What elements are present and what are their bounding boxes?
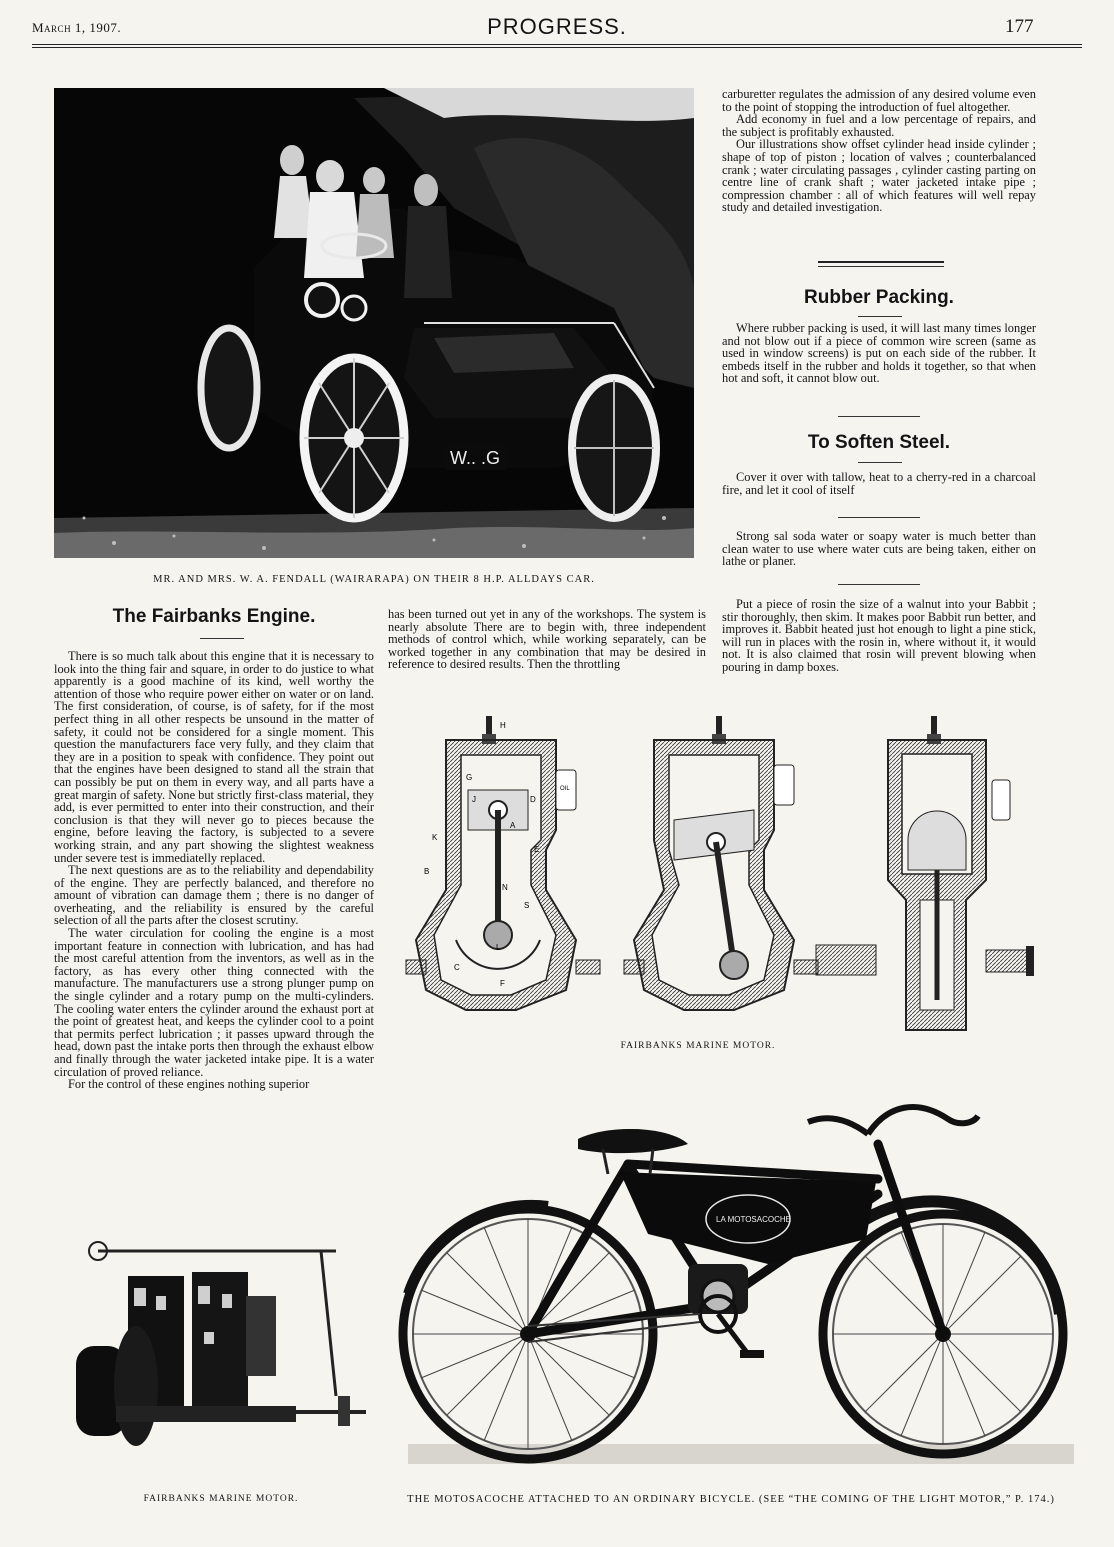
paragraph: Add economy in fuel and a low percentage of repairs, and the subject is profitably exhausted. [722,112,1036,139]
section-divider [838,584,920,585]
diagram-label: J [472,795,476,804]
tank-lettering: LA MOTOSACOCHE [716,1215,791,1224]
paragraph: There is so much talk about this engine that it is necessary to look into the thing fair and square, in order to do justice to what apparently is a good machine of its kind, well worthy the attention of those who require power either on water or on land. The first consideration, of course, is of safety, for if the most perfect thing in all other respects be unsound in the matter of safety, it could not be considered for a single moment. This question the manufacturers face very fully, and they claim that they are in a position to speak with confidence. They point out that the engines have been designed to stand all the strain that can possibly be put on them in every way, and all parts have a great margin of safety. None but strictly first-class material, they add, is ever permitted to enter into their construction, and their conclusion is that they will never go to pieces because the engine, before leaving the factory, is subjected to a severe working strain, and any part showing the slightest weakness under severe test is immediatelly replaced. [54,649,374,865]
diagram-label: A [510,821,516,830]
header-rule [32,44,1082,45]
diagram-label: N [502,883,508,892]
bicycle-graphic [388,1064,1074,1464]
heading-underline [858,316,902,317]
paragraph: Our illustrations show offset cylinder head inside cylinder ; shape of top of piston ; location of valves ; counterbalanced crank ; water circulating passages , cylinder casting parting on centre line of crank shaft ; water jacketed intake pipe ; compression chamber : all of which features will well repay study and detailed investigation. [722,137,1036,215]
section-divider [838,416,920,417]
engine-diagrams-caption: FAIRBANKS MARINE MOTOR. [620,1041,776,1051]
paragraph: The water circulation for cooling the engine is a most important feature in connection with lubrication, and has had the most careful attention from the inventors, as well as in the factory, as has every other thing connected with the manufacture. The manufacturers use a strong plunger pump on the single cylinder and a rotary pump on the multi-cylinders. The cooling water enters the cylinder around the exhaust port at the point of greatest heat, and keeps the cylinder cool to a point that permits perfect lubrication ; it passes upward through the head, down past the intake ports then through the exhaust elbow and finally through the water jacketed intake pipe. It is a water circulation of proved reliance. [54,926,374,1079]
paragraph: For the control of these engines nothing superior [68,1077,310,1092]
diagram-label: G [466,773,473,782]
page-number: 177 [1005,16,1034,37]
bicycle-caption: THE MOTOSACOCHE ATTACHED TO AN ORDINARY BICYCLE. (SEE “THE COMING OF THE LIGHT MOTOR,” P. 174.) [407,1494,1055,1505]
number-plate: W.. .G [450,448,501,468]
rubber-packing-heading: Rubber Packing. [804,287,954,308]
fairbanks-column-1 [54,650,374,1091]
diagram-label: D [530,795,536,804]
header-rule-secondary [32,47,1082,48]
diagram-label: B [424,867,430,876]
car-photo-graphic [54,88,694,558]
bicycle-figure [388,1064,1074,1464]
fairbanks-column-2: has been turned out yet in any of the workshops. The system is nearly absolute There are to begin with, three independent methods of control which, while working separately, can be worked together in any combination that may be desired in reference to desired results. Then the throttling [388,607,706,672]
header-date: March 1, 1907. [32,20,122,35]
section-divider [818,266,944,267]
engine-cross-sections [396,710,1042,1040]
paragraph: The next questions are as to the reliability and dependability of the engine. They are perfectly balanced, and therefore no amount of vibration can damage them ; there is no danger of overheating, and the reliability is ensured by the careful selection of all the parts after the closest scrutiny. [54,863,374,928]
diagram-label: K [432,833,438,842]
diagram-label: C [454,963,460,972]
rubber-packing-text: Where rubber packing is used, it will last many times longer and not blow out if a piece of common wire screen (same as used in window screens) is put on each side of the rubber. It embeds itself in the rubber and holds it together, so that when hot and soft, it cannot blow out. [722,321,1036,386]
diagram-label: OIL [560,786,570,792]
paragraph: carburetter regulates the admission of any desired volume even to the point of stopping the introduction of fuel altogether. [722,87,1036,114]
engine-diagram-1 [406,716,600,1010]
heading-underline [858,462,902,463]
rosin-text: Put a piece of rosin the size of a walnut into your Babbit ; stir thoroughly, then skim. It makes poor Babbit run better, and improves it. Babbit heated just hot enough to light a pine stick, will run in places with the rosin in, where without it, it would not. It is also claimed that rosin will prevent blowing when pouring in damp boxes. [722,597,1036,674]
marine-motor-figure [76,1236,366,1456]
engine-diagram-2 [624,716,818,1010]
page-title: PROGRESS. [487,14,627,39]
car-photo-caption: MR. AND MRS. W. A. FENDALL (WAIRARAPA) ON THEIR 8 H.P. ALLDAYS CAR. [153,574,595,585]
section-divider [818,261,944,263]
diagram-label: F [500,979,505,988]
marine-motor-caption: FAIRBANKS MARINE MOTOR. [143,1494,299,1504]
diagram-label: H [500,721,506,730]
car-photo [54,88,694,558]
heading-underline [200,638,244,639]
soften-steel-text: Cover it over with tallow, heat to a cherry-red in a charcoal fire, and let it cool of itself [722,470,1036,497]
section-divider [838,517,920,518]
right-column-top-text [722,88,1036,214]
fairbanks-heading: The Fairbanks Engine. [112,606,316,627]
diagram-label: E [534,845,540,854]
marine-motor-graphic [76,1236,366,1456]
diagram-label: L [496,943,501,952]
diagram-label: S [524,901,530,910]
sal-soda-text: Strong sal soda water or soapy water is much better than clean water to use where water cuts are being taken, either on lathe or planer. [722,529,1036,569]
engine-diagrams [396,710,1042,1040]
soften-steel-heading: To Soften Steel. [807,432,951,453]
engine-diagram-3 [816,716,1034,1030]
